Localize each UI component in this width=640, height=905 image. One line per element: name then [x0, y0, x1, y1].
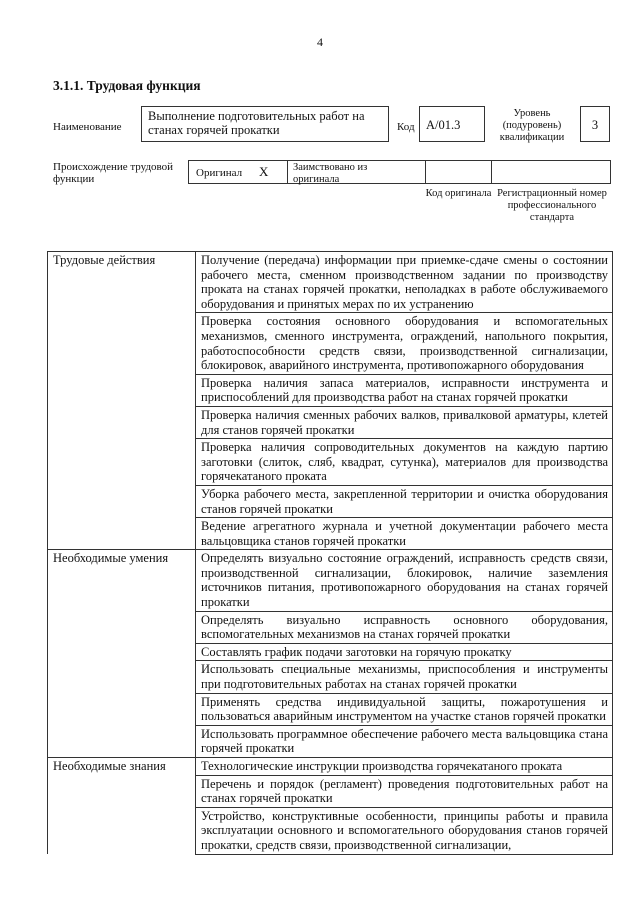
section-title: 3.1.1. Трудовая функция	[53, 78, 201, 93]
original-label: Оригинал	[196, 167, 243, 179]
level-value: 3	[591, 118, 599, 132]
level-label: Уровень (подуровень) квалификации	[499, 108, 565, 143]
reg-number-box	[491, 160, 611, 184]
level-value-box	[580, 106, 610, 142]
item-cell: Проверка наличия сопроводительных документов на каждую партию заготовки (слиток, сляб, квадрат, сутунка), материалов для производства горячекатаного проката	[196, 439, 613, 486]
code-value-box	[419, 106, 485, 142]
origin-label: Происхождение трудовой функции	[53, 161, 174, 185]
table-row	[48, 758, 613, 776]
code-label: Код	[397, 121, 415, 133]
item-cell: Использовать программное обеспечение рабочего места вальцовщика стана горячей прокатки	[196, 725, 613, 757]
item-cell: Определять визуально исправность основного оборудования, вспомогательных механизмов на станах горячей прокатки	[196, 611, 613, 643]
item-cell: Проверка наличия сменных рабочих валков, привалковой арматуры, клетей для станов горячей прокатки	[196, 406, 613, 438]
item-cell: Проверка наличия запаса материалов, исправности инструмента и приспособлений для производства работ на станах горячей прокатки	[196, 374, 613, 406]
table-row	[48, 252, 613, 313]
reg-number-label: Регистрационный номер профессионального стандарта	[497, 188, 607, 223]
name-value: Выполнение подготовительных работ на станах горячей прокатки	[148, 109, 365, 137]
item-cell: Проверка состояния основного оборудования и вспомогательных механизмов, сменного инструмента, ограждений, напольного покрытия, работоспособности средств связи, производственной сигнализации, блокировок, аварийного инструмента, противопожарного оборудования	[196, 313, 613, 374]
borrowed-label: Заимствовано из оригинала	[293, 162, 368, 185]
item-cell: Устройство, конструктивные особенности, принципы работы и правила эксплуатации основного и вспомогательного оборудования станов горячей прокатки, средств связи, производственной сигнализации,	[196, 807, 613, 854]
name-label: Наименование	[53, 121, 122, 133]
name-value-box	[141, 106, 389, 142]
category-cell: Трудовые действия	[48, 252, 196, 550]
code-value: А/01.3	[426, 118, 461, 132]
original-mark: X	[259, 164, 269, 179]
original-box	[188, 160, 288, 184]
table-row	[48, 550, 613, 611]
code-original-box	[425, 160, 492, 184]
item-cell: Определять визуально состояние ограждений, исправность средств связи, производственной сигнализации, блокировок, наличие заземления источников питания, противопожарного оборудования на станах горячей прокатки	[196, 550, 613, 611]
page-number: 4	[317, 35, 323, 49]
function-table	[47, 251, 613, 855]
item-cell: Ведение агрегатного журнала и учетной документации рабочего места вальцовщика станов горячей прокатки	[196, 518, 613, 550]
item-cell: Уборка рабочего места, закрепленной территории и очистка оборудования станов горячей прокатки	[196, 485, 613, 517]
code-original-label: Код оригинала	[425, 188, 492, 199]
item-cell: Применять средства индивидуальной защиты, пожаротушения и пользоваться аварийным инструментом на участке станов горячей прокатки	[196, 693, 613, 725]
item-cell: Получение (передача) информации при приемке-сдаче смены о состоянии рабочего места, сменном производственном задании по производству проката на станах горячей прокатки, неполадках в работе обслуживаемого оборудования и принятых мерах по их устранению	[196, 252, 613, 313]
category-cell: Необходимые знания	[48, 758, 196, 855]
category-cell: Необходимые умения	[48, 550, 196, 758]
item-cell: Использовать специальные механизмы, приспособления и инструменты при подготовительных работах на станах горячей прокатки	[196, 661, 613, 693]
borrowed-box	[287, 160, 426, 184]
item-cell: Составлять график подачи заготовки на горячую прокатку	[196, 643, 613, 661]
item-cell: Перечень и порядок (регламент) проведения подготовительных работ на станах горячей прокатки	[196, 775, 613, 807]
item-cell: Технологические инструкции производства горячекатаного проката	[196, 758, 613, 776]
